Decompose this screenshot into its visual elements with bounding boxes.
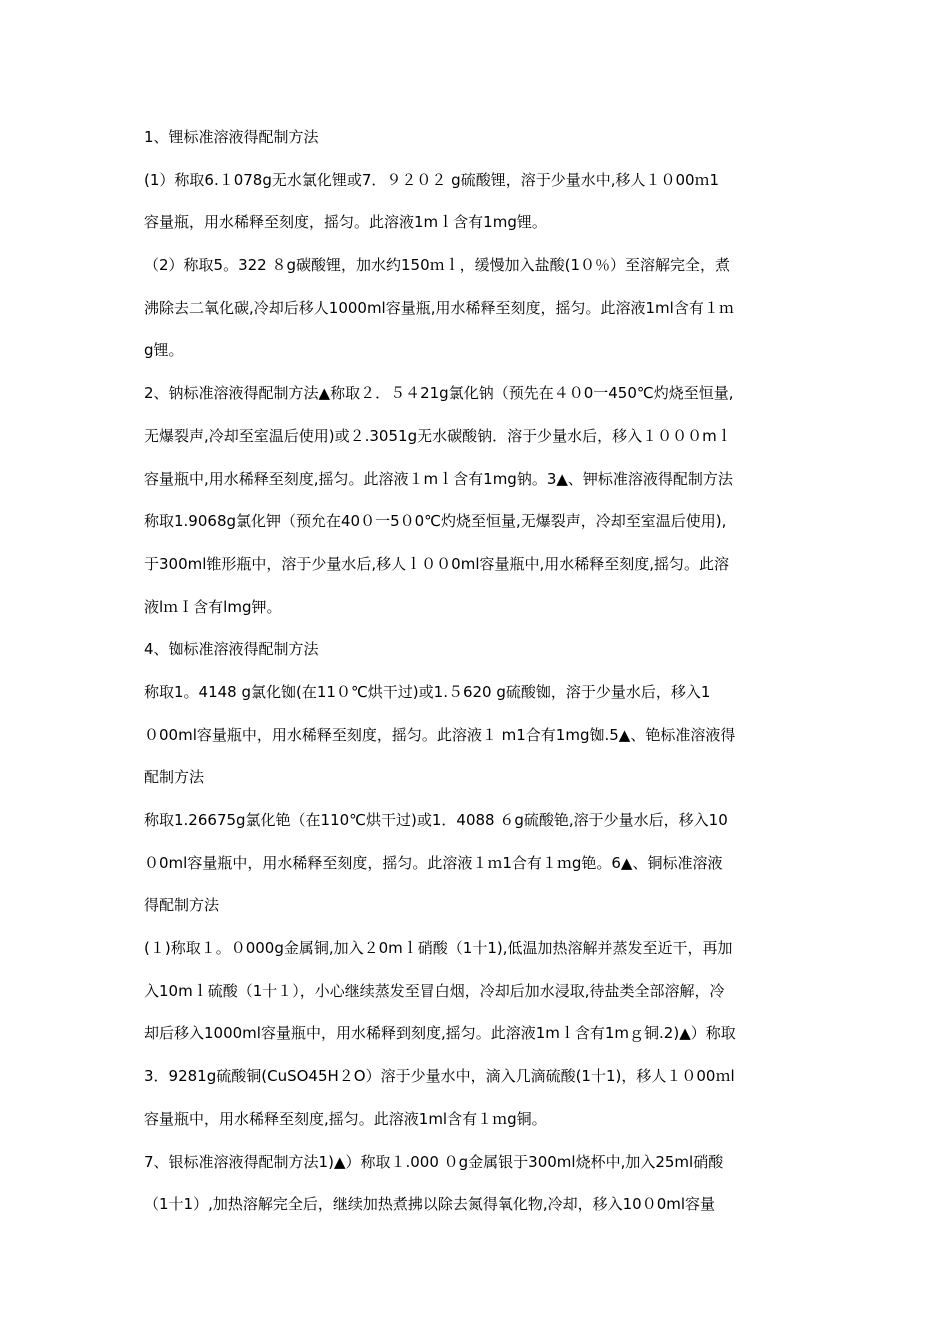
- section-heading-rubidium: 4、铷标准溶液得配制方法: [144, 640, 319, 659]
- text-line: 无爆裂声,冷却至室温后使用)或２.3051g无水碳酸钠．溶于少量水后，移入１０００mｌ: [144, 426, 732, 445]
- document-body: [144, 121, 816, 1231]
- text-line: (１)称取１。０000g金属铜,加入２0mｌ硝酸（1十1),低温加热溶解并蒸发至近干，再加: [144, 939, 733, 958]
- section-heading-lithium: 1、锂标准溶液得配制方法: [144, 128, 319, 146]
- text-line: 称取1.9068g氯化钾（预允在40０一5０0℃灼烧至恒量,无爆裂声，冷却至室温后使用),: [144, 512, 727, 531]
- text-line: 入10mｌ硫酸（1十１），小心继续蒸发至冒白烟，冷却后加水浸取,待盐类全部溶解，冷: [144, 981, 725, 1000]
- text-line: ０00ml容量瓶中，用水稀释至刻度，摇匀。此溶液１ m1合有1mg铷.5▲、铯标准溶液得: [144, 725, 736, 744]
- text-line: (1）称取6.１078g无水氯化锂或7．９２０２ g硫酸锂，溶于少量水中,移人１０00ｍ1: [144, 170, 720, 189]
- text-line: 容量瓶中，用水稀释至刻度,摇匀。此溶液1ml含有１ｍg铜。: [144, 1109, 547, 1128]
- text-line: 沸除去二氧化碳,冷却后移人1000ml容量瓶,用水稀释至刻度，摇匀。此溶液1ml含有１ｍ: [144, 298, 734, 317]
- text-line: 称取1.26675g氯化铯（在110℃烘干过)或1．4088 ６g硫酸铯,溶于少量水后，移入10: [144, 811, 728, 829]
- text-line: （1十1）,加热溶解完全后，继续加热煮拂以除去氮得氧化物,冷却，移入10０0ml容量: [144, 1195, 716, 1214]
- text-line: 3．9281g硫酸铜(CuSO45H２O）溶于少量水中，滴入几滴硫酸(1十1)，移人１０00ｍl: [144, 1067, 735, 1086]
- text-line: 容量瓶中,用水稀释至刻度,摇匀。此溶液１mｌ含有1mg钠。3▲、钾标准溶液得配制方法: [144, 469, 733, 488]
- text-line: 却后移入1000ml容量瓶中，用水稀释到刻度,摇匀。此溶液1mｌ含有1mｇ铜.2)▲）称取: [144, 1024, 736, 1043]
- text-line: 于300ml锥形瓶中，溶于少量水后,移人ｌ００0ml容量瓶中,用水稀释至刻度,摇匀。此溶: [144, 554, 730, 573]
- text-line: 称取1。4148 g氯化铷(在11０℃烘干过)或1.５620 g硫酸铷，溶于少量水后，移入1: [144, 682, 711, 701]
- text-line: 配制方法: [144, 768, 205, 787]
- text-line: g锂。: [144, 341, 184, 360]
- text-line: （2）称取5。322 ８g碳酸锂，加水约150ｍｌ，缓慢加入盐酸(1０％）至溶解完全，煮: [144, 256, 731, 275]
- text-line: ０0ml容量瓶中，用水稀释至刻度，摇匀。此溶液１ｍ1合有１ｍg铯。6▲、铜标准溶液: [144, 853, 723, 872]
- text-line: 得配制方法: [144, 896, 220, 915]
- section-heading-silver: 7、银标准溶液得配制方法1)▲）称取１.000 ０g金属银于300ml烧杯中,加入25ml硝酸: [144, 1152, 724, 1171]
- text-line: 容量瓶，用水稀释至刻度，摇匀。此溶液1mｌ含有1mg锂。: [144, 213, 547, 232]
- text-line: 液lｍＩ含有lmg钾。: [144, 597, 282, 616]
- section-heading-sodium: 2、钠标准溶液得配制方法▲称取２．５４21g氯化钠（预先在４０0一450℃灼烧至恒量,: [144, 384, 734, 403]
